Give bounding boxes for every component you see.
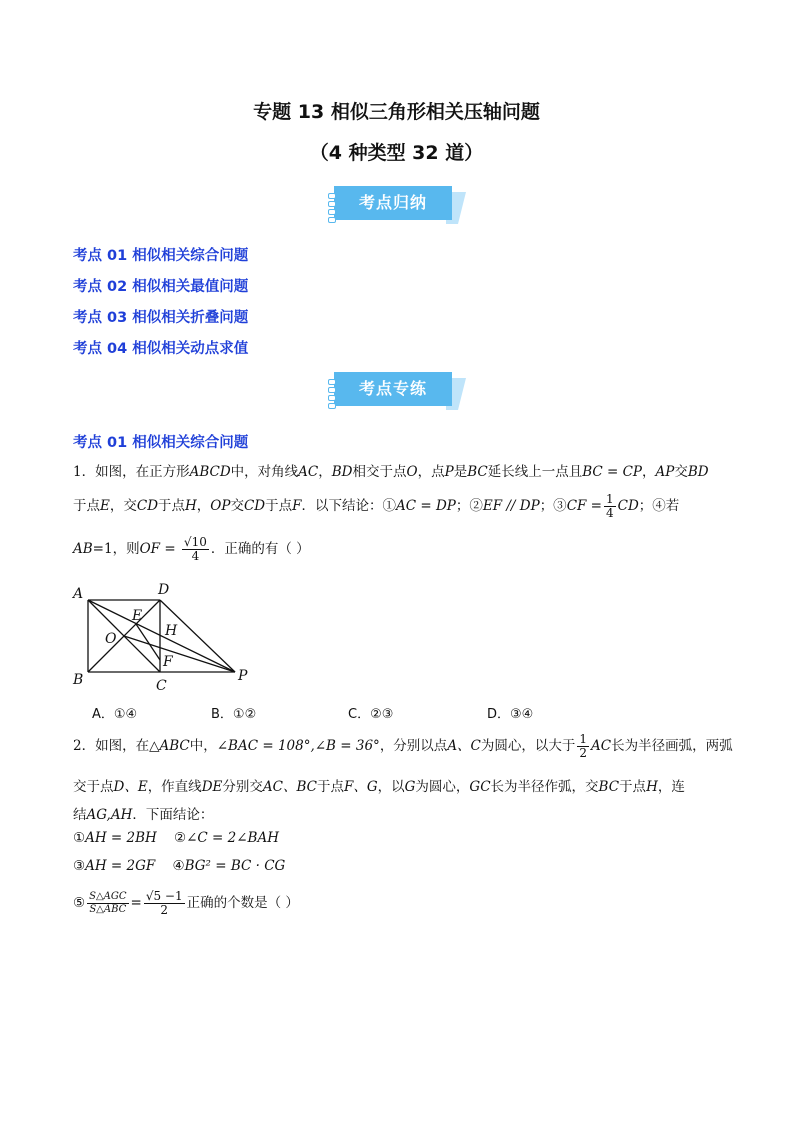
topic-link-03[interactable]: 考点 03 相似相关折叠问题	[73, 310, 249, 326]
q2-line-1: 2．如图，在△ABC中，∠BAC = 108°,∠B = 36°，分别以点A、C为圆心，以大于 $\frac{1}{2}$ AC长为半径画弧，两弧	[73, 732, 733, 760]
page-subtitle: （4 种类型 32 道）	[309, 142, 484, 164]
fraction: $\frac{1}{4}$	[606, 492, 614, 520]
section-banner-summary	[328, 186, 458, 220]
q2-line-3: 结AG,AH．下面结论：	[73, 807, 214, 823]
label-a: A	[73, 586, 84, 602]
section-heading: 考点 01 相似相关综合问题	[73, 435, 249, 451]
choice-c[interactable]: C．②③	[348, 707, 394, 722]
choice-d[interactable]: D．③④	[487, 707, 534, 722]
choice-a[interactable]: A．①④	[92, 707, 138, 722]
q2-line-2: 交于点D、E，作直线DE分别交AC、BC于点F、G，以G为圆心，GC长为半径作弧，交BC于点H，连	[73, 779, 685, 795]
label-o: O	[105, 631, 117, 647]
banner-label: 考点专练	[358, 379, 427, 398]
q2-statement-5: ⑤ $\frac{\text{S△AGC}}{\text{S△ABC}}$ = $\frac{√5 -1}{2}$ 正确的个数是（ ）	[73, 889, 299, 917]
topic-link-01[interactable]: 考点 01 相似相关综合问题	[73, 248, 249, 264]
fraction: $\frac{1}{2}$	[579, 732, 588, 760]
label-p: P	[238, 668, 248, 684]
q2-statement-1-2: ①AH = 2BH ②∠C = 2∠BAH	[73, 830, 279, 846]
page-title: 专题 13 相似三角形相关压轴问题	[253, 101, 540, 123]
label-b: B	[73, 672, 84, 688]
q1-line-1: 1．如图，在正方形ABCD中，对角线AC，BD相交于点O，点P是BC延长线上一点且BC = CP，AP交BD	[73, 464, 709, 480]
q1-line-3: AB=1，则OF = $\frac{√10}{4}$ ．正确的有（ ）	[73, 535, 310, 563]
label-f: F	[163, 654, 173, 670]
segment-op	[124, 636, 235, 672]
label-c: C	[156, 678, 167, 694]
fraction: $\frac{\text{S△AGC}}{\text{S△ABC}}$	[89, 891, 127, 915]
q1-figure	[68, 580, 258, 695]
banner-label: 考点归纳	[358, 193, 427, 212]
label-h: H	[165, 623, 178, 639]
topic-link-02[interactable]: 考点 02 相似相关最值问题	[73, 279, 249, 295]
fraction: $\frac{√5 -1}{2}$	[145, 889, 183, 917]
fraction: $\frac{√10}{4}$	[183, 535, 207, 563]
label-e: E	[132, 608, 143, 624]
topic-link-04[interactable]: 考点 04 相似相关动点求值	[73, 341, 249, 357]
q1-line-2: 于点E，交CD于点H，OP交CD于点F．以下结论：①AC = DP；②EF // DP；③CF = $\frac{1}{4}$ CD；④若	[73, 492, 680, 520]
choice-b[interactable]: B．①②	[211, 707, 257, 722]
q2-statement-3-4: ③AH = 2GF ④BG² = BC · CG	[73, 858, 286, 874]
label-d: D	[158, 582, 170, 598]
section-banner-practice	[328, 372, 458, 406]
